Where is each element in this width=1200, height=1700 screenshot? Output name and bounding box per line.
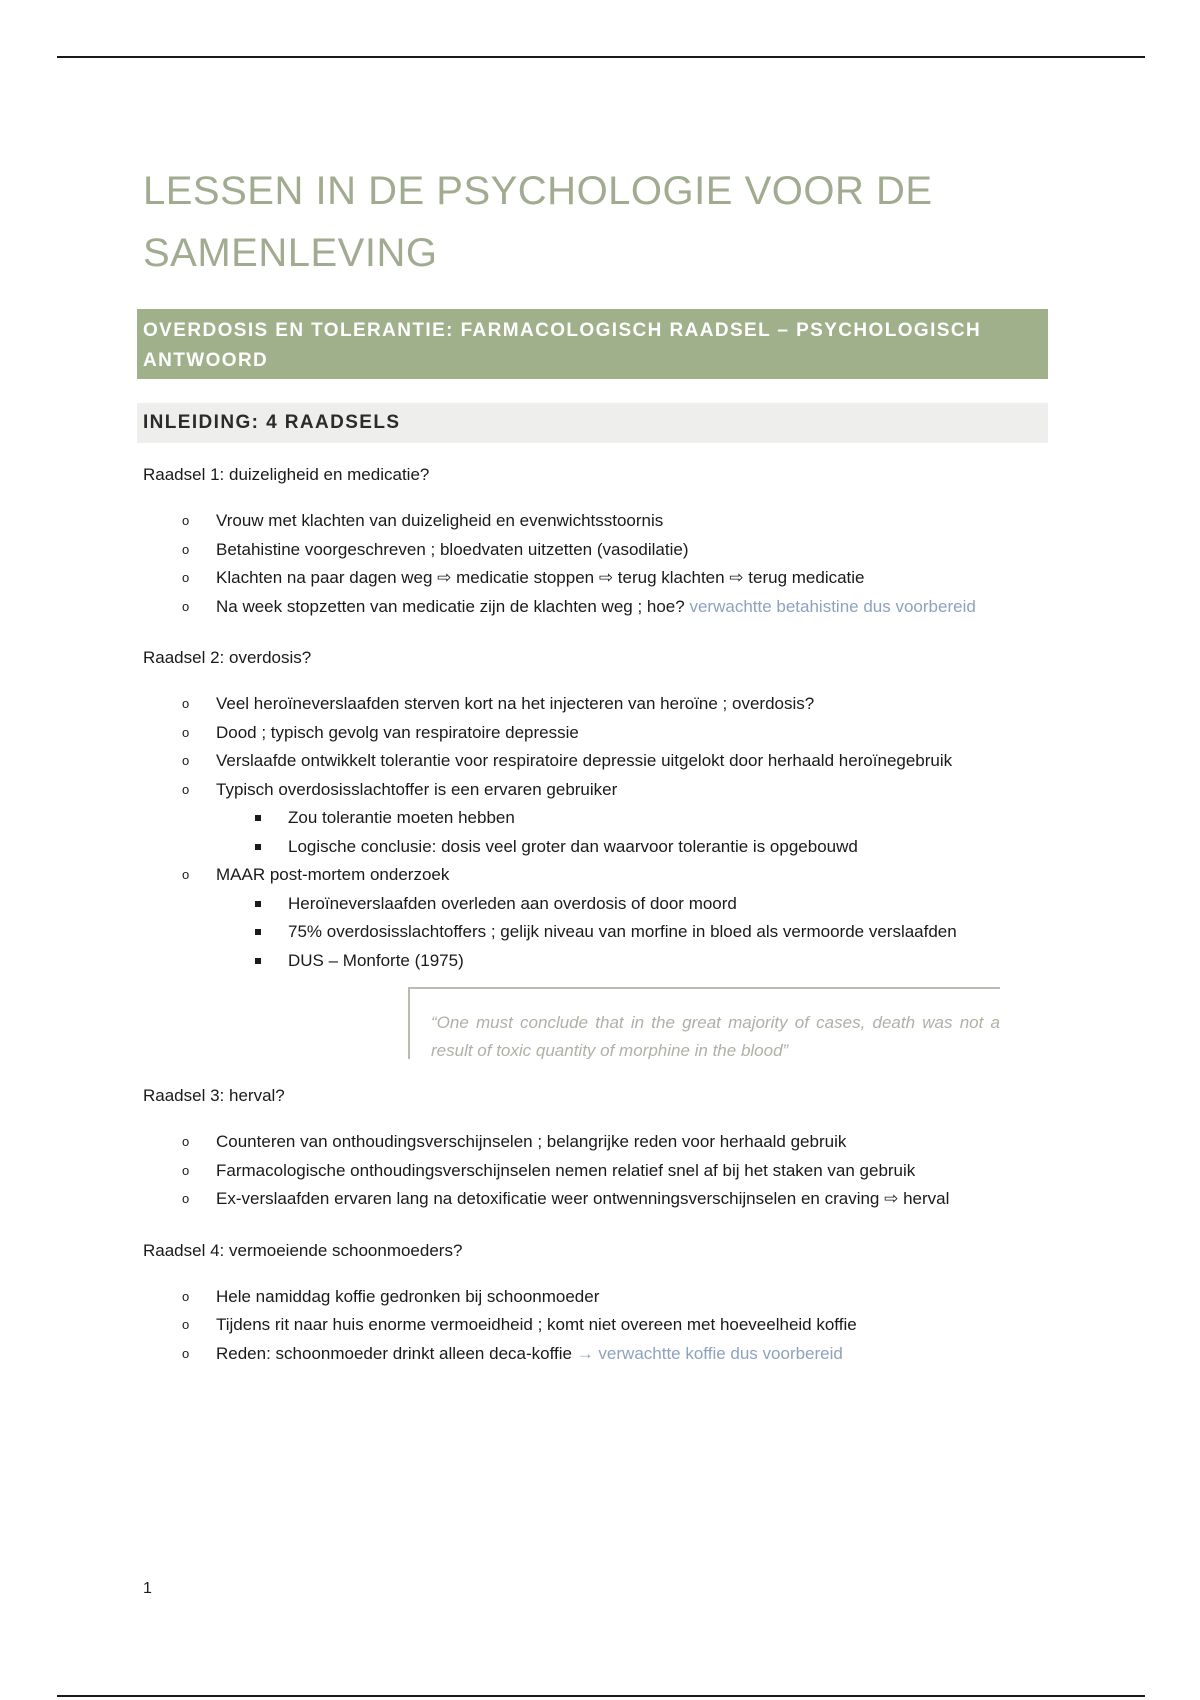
list-item: o Veel heroïneverslaafden sterven kort na het injecteren van heroïne ; overdosis? bbox=[143, 690, 1063, 719]
accent-note: verwachtte betahistine dus voorbereid bbox=[689, 596, 976, 616]
riddle-3-title: Raadsel 3: herval? bbox=[143, 1086, 285, 1105]
list-item: o Vrouw met klachten van duizeligheid en evenwichtsstoornis bbox=[143, 507, 1063, 536]
sub-list-item: Heroïneverslaafden overleden aan overdosis of door moord bbox=[216, 890, 1063, 919]
section-heading-2: INLEIDING: 4 RAADSELS bbox=[137, 403, 1048, 443]
footer-rule bbox=[57, 1695, 1145, 1697]
list-item: o Verslaafde ontwikkelt tolerantie voor respiratoire depressie uitgelokt door herhaald heroïnegebruik bbox=[143, 747, 1063, 776]
sub-list-item: 75% overdosisslachtoffers ; gelijk niveau van morfine in bloed als vermoorde verslaafden bbox=[216, 918, 1063, 947]
quote-block: “One must conclude that in the great majority of cases, death was not a result of toxic quantity of morphine in the blood” bbox=[408, 987, 1000, 1059]
sub-list-item: DUS – Monforte (1975) bbox=[216, 947, 1063, 976]
list-item-text: MAAR post-mortem onderzoek bbox=[216, 865, 450, 884]
accent-note: → verwachtte koffie dus voorbereid bbox=[576, 1343, 843, 1363]
document-title bbox=[143, 160, 1063, 284]
list-item bbox=[143, 776, 1063, 862]
list-item bbox=[143, 1340, 1063, 1369]
list-item: o Hele namiddag koffie gedronken bij schoonmoeder bbox=[143, 1283, 1063, 1312]
sub-list bbox=[216, 890, 1063, 976]
riddle-1-title: Raadsel 1: duizeligheid en medicatie? bbox=[143, 465, 430, 484]
list-item bbox=[143, 861, 1063, 975]
body-text bbox=[143, 462, 1063, 1392]
riddle-4-title: Raadsel 4: vermoeiende schoonmoeders? bbox=[143, 1240, 463, 1260]
list-item: o Klachten na paar dagen weg ⇨ medicatie stoppen ⇨ terug klachten ⇨ terug medicatie bbox=[143, 564, 1063, 593]
list-item-text: Reden: schoonmoeder drinkt alleen deca-koffie bbox=[216, 1343, 572, 1363]
sub-list-item: Logische conclusie: dosis veel groter dan waarvoor tolerantie is opgebouwd bbox=[216, 833, 1063, 862]
list-item-text: Typisch overdosisslachtoffer is een ervaren gebruiker bbox=[216, 779, 618, 799]
sub-list bbox=[216, 804, 1063, 861]
riddle-1-list bbox=[143, 507, 1063, 621]
riddle-4-list bbox=[143, 1283, 1063, 1369]
riddle-2-list bbox=[143, 690, 1063, 975]
sub-list-item: Zou tolerantie moeten hebben bbox=[216, 804, 1063, 833]
page-number: 1 bbox=[143, 1580, 152, 1597]
section-heading-1: OVERDOSIS EN TOLERANTIE: FARMACOLOGISCH RAADSEL – PSYCHOLOGISCH ANTWOORD bbox=[137, 309, 1048, 379]
list-item: o Dood ; typisch gevolg van respiratoire depressie bbox=[143, 719, 1063, 748]
list-item: o Farmacologische onthoudingsverschijnselen nemen relatief snel af bij het staken van gebruik bbox=[143, 1157, 1063, 1186]
list-item: o Betahistine voorgeschreven ; bloedvaten uitzetten (vasodilatie) bbox=[143, 536, 1063, 565]
list-item-text: Na week stopzetten van medicatie zijn de klachten weg ; hoe? bbox=[216, 596, 685, 616]
title-line-2: SAMENLEVING bbox=[143, 231, 438, 275]
list-item: o Tijdens rit naar huis enorme vermoeidheid ; komt niet overeen met hoeveelheid koffie bbox=[143, 1311, 1063, 1340]
title-line-1: LESSEN IN DE PSYCHOLOGIE VOOR DE bbox=[143, 169, 933, 213]
header-rule bbox=[57, 56, 1145, 58]
list-item bbox=[143, 593, 1063, 622]
riddle-2-title: Raadsel 2: overdosis? bbox=[143, 648, 312, 667]
riddle-3-list bbox=[143, 1128, 1063, 1214]
list-item: o Counteren van onthoudingsverschijnselen ; belangrijke reden voor herhaald gebruik bbox=[143, 1128, 1063, 1157]
list-item: o Ex-verslaafden ervaren lang na detoxificatie weer ontwenningsverschijnselen en craving ⇨ herval bbox=[143, 1185, 1063, 1214]
